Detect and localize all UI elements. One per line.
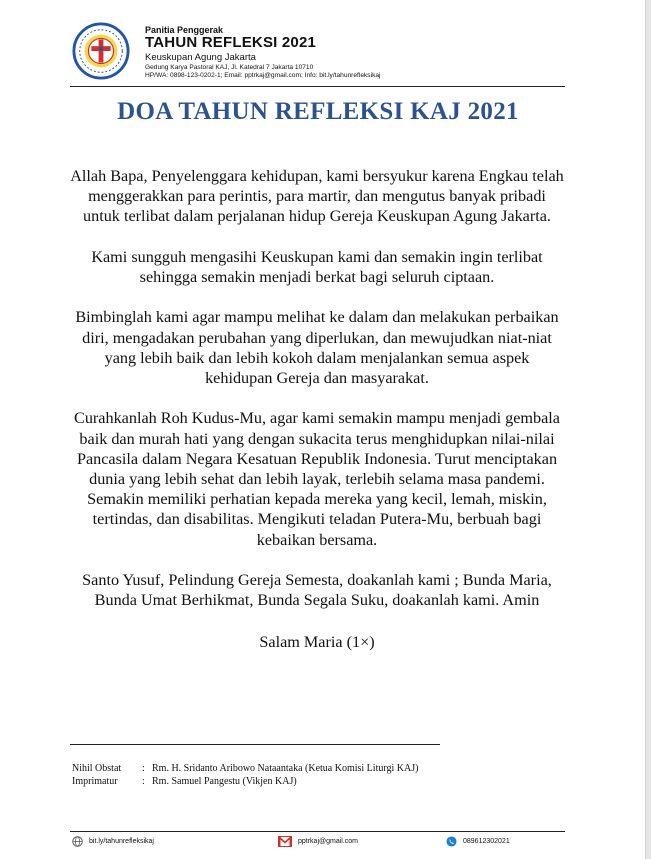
signature-divider bbox=[70, 744, 440, 745]
closing-prayer: Salam Maria (1×) bbox=[259, 633, 375, 652]
footer-divider bbox=[70, 831, 565, 832]
approval-value: Rm. H. Sridanto Aribowo Nataantaka (Ketua Komisi Liturgi KAJ) bbox=[152, 763, 419, 774]
approval-label: Imprimatur bbox=[72, 775, 118, 787]
circular-cross-emblem-icon bbox=[72, 22, 130, 80]
footer-phone[interactable] bbox=[446, 833, 510, 849]
prayer-paragraph-4: Curahkanlah Roh Kudus-Mu, agar kami semakin mampu menjadi gembala baik dan murah hati yang dengan sukacita terus menghidupkan nilai-nilai Pancasila dalam Negara Kesatuan Republik Indonesia. Turut menciptakan dunia yang lebih sehat dan lebih layak, terlebih selama masa pandemi. Semakin memiliki perhatian kepada mereka yang kecil, lemah, miskin, tertindas, dan disabilitas. Mengikuti teladan Putera-Mu, berbuah bagi kebaikan bersama. bbox=[74, 409, 560, 549]
prayer-body bbox=[70, 166, 564, 673]
approval-separator: : bbox=[142, 775, 145, 787]
header-divider bbox=[70, 86, 565, 87]
document-title: DOA TAHUN REFLEKSI KAJ 2021 bbox=[117, 98, 519, 125]
footer-link-text[interactable]: bit.ly/tahunrefleksikaj bbox=[89, 837, 154, 845]
footer-phone-text[interactable]: 089612302021 bbox=[463, 837, 510, 845]
approval-row-imprimatur bbox=[72, 776, 418, 789]
globe-icon bbox=[72, 836, 83, 847]
prayer-paragraph-3: Bimbinglah kami agar mampu melihat ke dalam dan melakukan perbaikan diri, mengadakan perubahan yang diperlukan, dan mewujudkan niat-niat yang lebih baik dan lebih kokoh dalam menjalankan semua aspek kehidupan Gereja dan masyarakat. bbox=[75, 308, 559, 387]
diocese-name: Keuskupan Agung Jakarta bbox=[145, 52, 256, 63]
approval-block bbox=[72, 763, 418, 788]
approval-row-nihil-obstat bbox=[72, 763, 418, 776]
prayer-paragraph-1: Allah Bapa, Penyelenggara kehidupan, kami bersyukur karena Engkau telah menggerakkan para perintis, para martir, dan mengutus banyak pribadi untuk terlibat dalam perjalanan hidup Gereja Keuskupan Agung Jakarta. bbox=[70, 167, 564, 226]
intercession-paragraph: Santo Yusuf, Pelindung Gereja Semesta, doakanlah kami ; Bunda Maria, Bunda Umat Berhikmat, Bunda Segala Suku, doakanlah kami. Amin bbox=[82, 571, 552, 610]
approval-label: Nihil Obstat bbox=[72, 763, 122, 774]
committee-label: Panitia Penggerak bbox=[145, 25, 224, 35]
address-line: Gedung Karya Pastoral KAJ, Jl. Katedral 7 Jakarta 10710 bbox=[145, 64, 314, 71]
header-address-block bbox=[145, 64, 381, 80]
contact-line: HP/WA: 0898-123-0202-1; Email: pptrkaj@gmail.com; Info: bit.ly/tahunrefleksikaj bbox=[145, 72, 381, 79]
footer-email[interactable] bbox=[278, 833, 358, 849]
event-title: TAHUN REFLEKSI 2021 bbox=[145, 34, 317, 51]
footer-email-text[interactable]: pptrkaj@gmail.com bbox=[298, 837, 359, 845]
approval-separator: : bbox=[142, 763, 145, 774]
gmail-icon bbox=[278, 836, 292, 847]
footer-link[interactable] bbox=[72, 833, 154, 849]
whatsapp-icon bbox=[446, 836, 457, 847]
prayer-paragraph-2: Kami sungguh mengasihi Keuskupan kami dan semakin ingin terlibat sehingga semakin menjadi berkat bagi seluruh ciptaan. bbox=[91, 247, 543, 286]
approval-value: Rm. Samuel Pangestu (Vikjen KAJ) bbox=[152, 775, 297, 787]
